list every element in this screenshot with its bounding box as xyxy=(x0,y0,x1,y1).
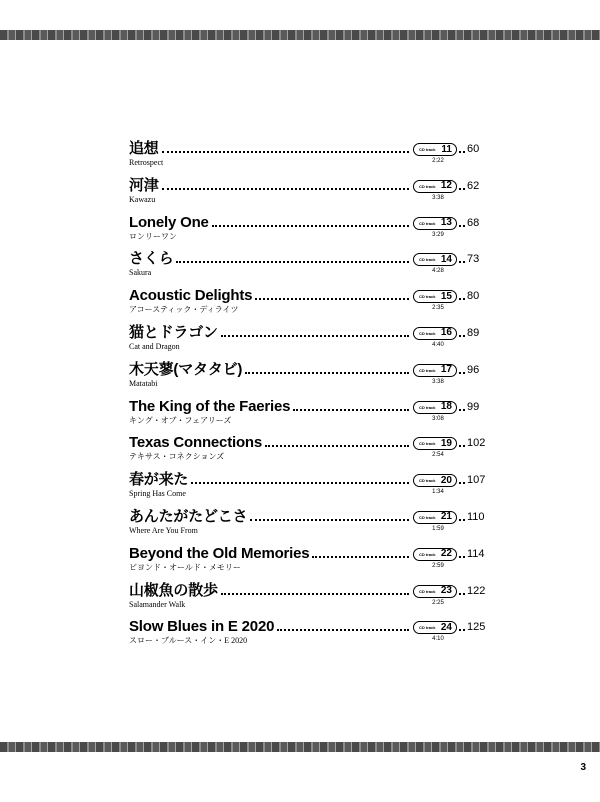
entry-subtitle: Kawazu xyxy=(129,194,156,204)
dot-leader xyxy=(459,261,465,263)
cd-track-badge xyxy=(413,437,457,450)
entry-subtitle: Where Are You From xyxy=(129,525,198,535)
entry-subtitle: Spring Has Come xyxy=(129,489,186,499)
dot-leader xyxy=(293,409,409,411)
track-duration: 1:34 xyxy=(432,489,444,496)
track-duration: 4:28 xyxy=(432,268,444,275)
table-of-contents xyxy=(129,138,489,653)
toc-entry[interactable] xyxy=(129,138,489,175)
page-number-ref: 107 xyxy=(467,474,486,487)
cd-track-badge xyxy=(413,327,457,340)
track-duration: 2:35 xyxy=(432,305,444,312)
cd-track-label: CD track xyxy=(419,514,436,520)
dot-leader xyxy=(312,556,409,558)
cd-track-badge xyxy=(413,548,457,561)
cd-track-badge xyxy=(413,253,457,266)
cd-track-badge xyxy=(413,180,457,193)
entry-title: 河津 xyxy=(129,176,159,194)
track-number: 15 xyxy=(440,290,452,302)
cd-track-label: CD track xyxy=(419,478,436,484)
bottom-decorative-band xyxy=(0,742,600,752)
entry-title: Beyond the Old Memories xyxy=(129,544,310,562)
track-number: 19 xyxy=(440,437,452,449)
page-number-ref: 96 xyxy=(467,363,480,376)
track-number: 24 xyxy=(440,621,452,633)
entry-title: 山椒魚の散歩 xyxy=(129,581,218,599)
toc-entry[interactable] xyxy=(129,248,489,285)
track-duration: 2:54 xyxy=(432,452,444,459)
entry-title: Slow Blues in E 2020 xyxy=(129,618,275,636)
track-number: 11 xyxy=(441,143,452,155)
dot-leader xyxy=(459,629,465,631)
track-duration: 4:40 xyxy=(432,341,444,348)
dot-leader xyxy=(162,188,409,190)
entry-subtitle: ビヨンド・オールド・メモリー xyxy=(129,562,241,572)
track-number: 20 xyxy=(440,474,452,486)
entry-title: Lonely One xyxy=(129,213,209,231)
toc-entry[interactable] xyxy=(129,543,489,580)
page-number-ref: 89 xyxy=(467,326,480,339)
cd-track-label: CD track xyxy=(419,330,436,336)
page-number-ref: 68 xyxy=(467,216,480,229)
cd-track-badge xyxy=(413,621,457,634)
entry-title: 追想 xyxy=(129,140,159,157)
dot-leader xyxy=(459,519,465,521)
entry-subtitle: Sakura xyxy=(129,268,152,278)
page-number-ref: 62 xyxy=(467,179,480,192)
toc-entry[interactable] xyxy=(129,580,489,617)
entry-title: Texas Connections xyxy=(129,434,263,452)
page-number-ref: 99 xyxy=(467,400,480,413)
toc-entry[interactable] xyxy=(129,469,489,506)
page-number-ref: 110 xyxy=(467,510,485,523)
dot-leader xyxy=(459,335,465,337)
cd-track-label: CD track xyxy=(419,294,436,300)
page-number-ref: 60 xyxy=(467,143,480,155)
toc-entry[interactable] xyxy=(129,616,489,653)
top-decorative-band xyxy=(0,30,600,40)
entry-subtitle: キング・オブ・フェアリーズ xyxy=(129,415,232,425)
track-number: 23 xyxy=(440,585,452,597)
toc-entry[interactable] xyxy=(129,359,489,396)
track-duration: 2:59 xyxy=(432,562,444,569)
cd-track-badge xyxy=(413,364,457,377)
track-duration: 4:10 xyxy=(432,636,444,643)
dot-leader xyxy=(221,593,409,595)
dot-leader xyxy=(277,629,409,631)
entry-subtitle: ロンリーワン xyxy=(129,231,177,241)
track-number: 21 xyxy=(440,511,452,523)
dot-leader xyxy=(459,593,465,595)
entry-title: さくら xyxy=(129,250,174,268)
dot-leader xyxy=(459,556,465,558)
track-duration: 2:25 xyxy=(432,599,444,606)
dot-leader xyxy=(459,298,465,300)
entry-subtitle: Matatabi xyxy=(129,378,158,388)
dot-leader xyxy=(459,482,465,484)
toc-entry[interactable] xyxy=(129,506,489,543)
page-number-ref: 73 xyxy=(467,253,480,266)
dot-leader xyxy=(459,445,465,447)
dot-leader xyxy=(221,335,409,337)
cd-track-badge xyxy=(413,401,457,414)
dot-leader xyxy=(459,188,465,190)
page-number-ref: 80 xyxy=(467,290,480,303)
cd-track-badge xyxy=(413,585,457,598)
entry-title: あんたがたどこさ xyxy=(129,507,248,525)
dot-leader xyxy=(265,445,409,447)
entry-title: 春が来た xyxy=(129,471,189,489)
cd-track-badge xyxy=(413,474,457,487)
dot-leader xyxy=(459,372,465,374)
cd-track-label: CD track xyxy=(419,147,436,152)
track-number: 16 xyxy=(440,327,452,339)
dot-leader xyxy=(250,519,409,521)
track-number: 18 xyxy=(440,401,452,413)
track-duration: 1:59 xyxy=(432,525,444,532)
entry-subtitle: Cat and Dragon xyxy=(129,341,180,351)
toc-entry[interactable] xyxy=(129,175,489,212)
dot-leader xyxy=(459,409,465,411)
track-number: 14 xyxy=(440,253,452,265)
entry-title: Acoustic Delights xyxy=(129,287,253,305)
dot-leader xyxy=(255,298,409,300)
toc-entry[interactable] xyxy=(129,396,489,433)
cd-track-label: CD track xyxy=(419,551,436,557)
cd-track-badge xyxy=(413,511,457,524)
entry-subtitle: Retrospect xyxy=(129,158,164,167)
dot-leader xyxy=(191,482,409,484)
toc-entry[interactable] xyxy=(129,285,489,322)
cd-track-badge xyxy=(413,290,457,303)
entry-title: 木天蓼(マタタビ) xyxy=(129,360,243,378)
track-number: 13 xyxy=(440,217,452,229)
dot-leader xyxy=(459,151,465,153)
track-number: 12 xyxy=(440,180,452,192)
track-number: 17 xyxy=(440,364,452,376)
track-duration: 2:22 xyxy=(432,158,444,164)
track-duration: 3:38 xyxy=(432,194,444,201)
cd-track-label: CD track xyxy=(419,625,436,631)
page-number-ref: 102 xyxy=(467,437,486,450)
toc-entry[interactable] xyxy=(129,212,489,249)
entry-title: 猫とドラゴン xyxy=(129,323,218,341)
dot-leader xyxy=(176,261,409,263)
dot-leader xyxy=(212,225,409,227)
track-number: 22 xyxy=(440,548,452,560)
cd-track-badge xyxy=(413,143,457,156)
cd-track-label: CD track xyxy=(419,588,436,594)
dot-leader xyxy=(459,225,465,227)
entry-subtitle: スロー・ブルース・イン・E 2020 xyxy=(129,636,248,646)
page-number-ref: 122 xyxy=(467,584,486,597)
track-duration: 3:08 xyxy=(432,415,444,422)
dot-leader xyxy=(245,372,409,374)
page-number: 3 xyxy=(580,762,586,773)
track-duration: 3:38 xyxy=(432,378,444,385)
cd-track-label: CD track xyxy=(419,257,436,263)
entry-title: The King of the Faeries xyxy=(129,397,291,415)
cd-track-label: CD track xyxy=(419,367,436,373)
cd-track-label: CD track xyxy=(419,183,436,189)
cd-track-label: CD track xyxy=(419,441,436,447)
entry-subtitle: Salamander Walk xyxy=(129,599,186,609)
toc-entry[interactable] xyxy=(129,322,489,359)
track-duration: 3:29 xyxy=(432,231,444,238)
dot-leader xyxy=(162,151,409,153)
toc-entry[interactable] xyxy=(129,432,489,469)
cd-track-label: CD track xyxy=(419,220,436,226)
page-number-ref: 114 xyxy=(467,547,485,560)
entry-subtitle: アコースティック・ディライツ xyxy=(129,305,239,315)
page-number-ref: 125 xyxy=(467,621,486,634)
entry-subtitle: テキサス・コネクションズ xyxy=(129,452,225,462)
cd-track-badge xyxy=(413,217,457,230)
cd-track-label: CD track xyxy=(419,404,436,410)
